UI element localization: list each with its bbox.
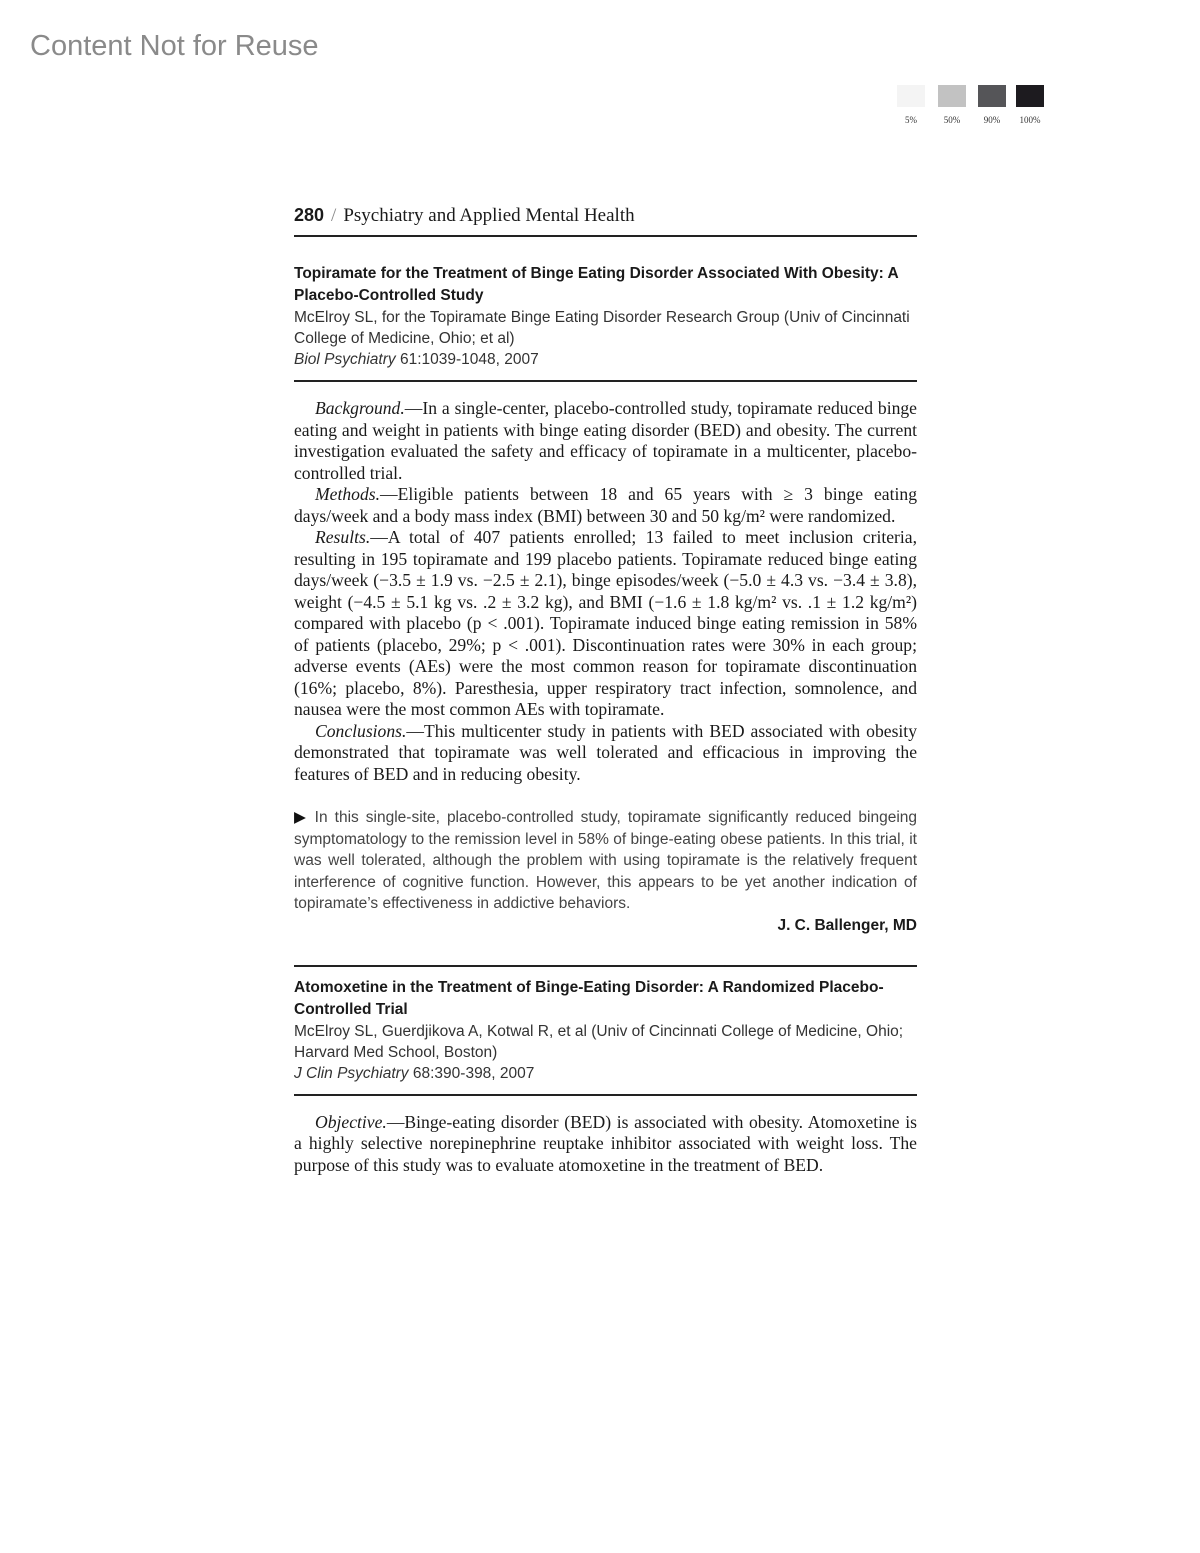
- article-abstract: [294, 1096, 917, 1177]
- comment-text: In this single-site, placebo-controlled study, topiramate significantly reduced bingeing symptomatology to the remission level in 58% of binge-eating obese patients. In this trial, it was well tolerated, although the problem with using topiramate is the relatively frequent interference of cognitive function. However, this appears to be yet another indication of topiramate’s effectiveness in addictive behaviors.: [294, 809, 917, 912]
- article-authors: McElroy SL, Guerdjikova A, Kotwal R, et al (Univ of Cincinnati College of Medicine, Ohio; Harvard Med School, Boston): [294, 1022, 904, 1061]
- abstract-paragraph: [294, 484, 917, 527]
- swatch-5: [897, 85, 925, 107]
- article-citation: [294, 349, 917, 370]
- swatch-90: [978, 85, 1006, 107]
- journal-name: Psychiatry and Applied Mental Health: [343, 205, 635, 226]
- article-citation: [294, 1063, 917, 1084]
- article-title: Topiramate for the Treatment of Binge Eating Disorder Associated With Obesity: A Placebo-Controlled Study: [294, 265, 899, 304]
- abstract-paragraph: [294, 527, 917, 721]
- journal-page: [294, 205, 917, 1176]
- citation-journal: J Clin Psychiatry: [294, 1064, 409, 1082]
- citation-journal: Biol Psychiatry: [294, 351, 396, 368]
- page-number: 280: [294, 205, 325, 225]
- article-header: [294, 967, 917, 1096]
- abstract-section-label: Objective.: [315, 1111, 387, 1132]
- article-header: [294, 237, 917, 382]
- citation-volume: 68:390-398, 2007: [412, 1064, 535, 1082]
- abstract-section-text: —Eligible patients between 18 and 65 years with ≥ 3 binge eating days/week and a body mass index (BMI) between 30 and 50 kg/m² were randomized.: [294, 484, 917, 526]
- abstract-section-label: Methods.: [315, 484, 380, 504]
- swatch-100: [1016, 85, 1044, 107]
- abstract-section-label: Results.: [315, 527, 371, 547]
- comment-author: J. C. Ballenger, MD: [777, 916, 917, 934]
- article-authors: McElroy SL, for the Topiramate Binge Eating Disorder Research Group (Univ of Cincinnati College of Medicine, Ohio; et al): [294, 309, 910, 347]
- editorial-comment: [294, 807, 917, 915]
- article-title: Atomoxetine in the Treatment of Binge-Eating Disorder: A Randomized Placebo-Controlled Trial: [294, 978, 884, 1018]
- abstract-paragraph: [294, 398, 917, 484]
- running-head-separator: /: [331, 205, 337, 226]
- swatch-label: 90%: [983, 115, 1001, 125]
- article-abstract: [294, 382, 917, 785]
- abstract-section-text: —This multicenter study in patients with BED associated with obesity demonstrated that topiramate was well tolerated and efficacious in improving the features of BED and in reducing obesity.: [294, 720, 917, 784]
- abstract-section-text: —Binge-eating disorder (BED) is associated with obesity. Atomoxetine is a highly selective norepinephrine reuptake inhibitor associated with weight loss. The purpose of this study was to evaluate atomoxetine in the treatment of BED.: [294, 1111, 917, 1175]
- swatch-label: 100%: [1019, 115, 1041, 125]
- abstract-paragraph: [294, 721, 917, 786]
- comment-arrow-icon: ▶: [294, 809, 309, 826]
- swatch-label: 5%: [905, 115, 917, 125]
- swatch-label: 50%: [943, 115, 961, 125]
- abstract-section-label: Conclusions.: [315, 720, 407, 741]
- running-head: [294, 205, 917, 237]
- abstract-paragraph: [294, 1112, 917, 1177]
- abstract-section-label: Background.: [315, 398, 405, 418]
- citation-volume: 61:1039-1048, 2007: [399, 351, 539, 368]
- abstract-section-text: —In a single-center, placebo-controlled study, topiramate reduced binge eating and weight in patients with binge eating disorder (BED) and obesity. The current investigation evaluated the safety and efficacy of topiramate in a multicenter, placebo-controlled trial.: [294, 398, 917, 483]
- watermark: Content Not for Reuse: [30, 30, 319, 62]
- swatch-50: [938, 85, 966, 107]
- abstract-section-text: —A total of 407 patients enrolled; 13 failed to meet inclusion criteria, resulting in 195 topiramate and 199 placebo patients. Topiramate reduced binge eating days/week (−3.5 ± 1.9 vs. −2.5 ± 2.1), binge episodes/week (−5.0 ± 4.3 vs. −3.4 ± 3.8), weight (−4.5 ± 5.1 kg vs. .2 ± 3.2 kg), and BMI (−1.6 ± 1.8 kg/m² vs. .1 ± 1.2 kg/m²) compared with placebo (p < .001). Topiramate induced binge eating remission in 58% of patients (placebo, 29%; p < .001). Discontinuation rates were 30% in each group; adverse events (AEs) were the most common reason for topiramate discontinuation (16%; placebo, 8%). Paresthesia, upper respiratory tract infection, somnolence, and nausea were the most common AEs with topiramate.: [294, 527, 917, 719]
